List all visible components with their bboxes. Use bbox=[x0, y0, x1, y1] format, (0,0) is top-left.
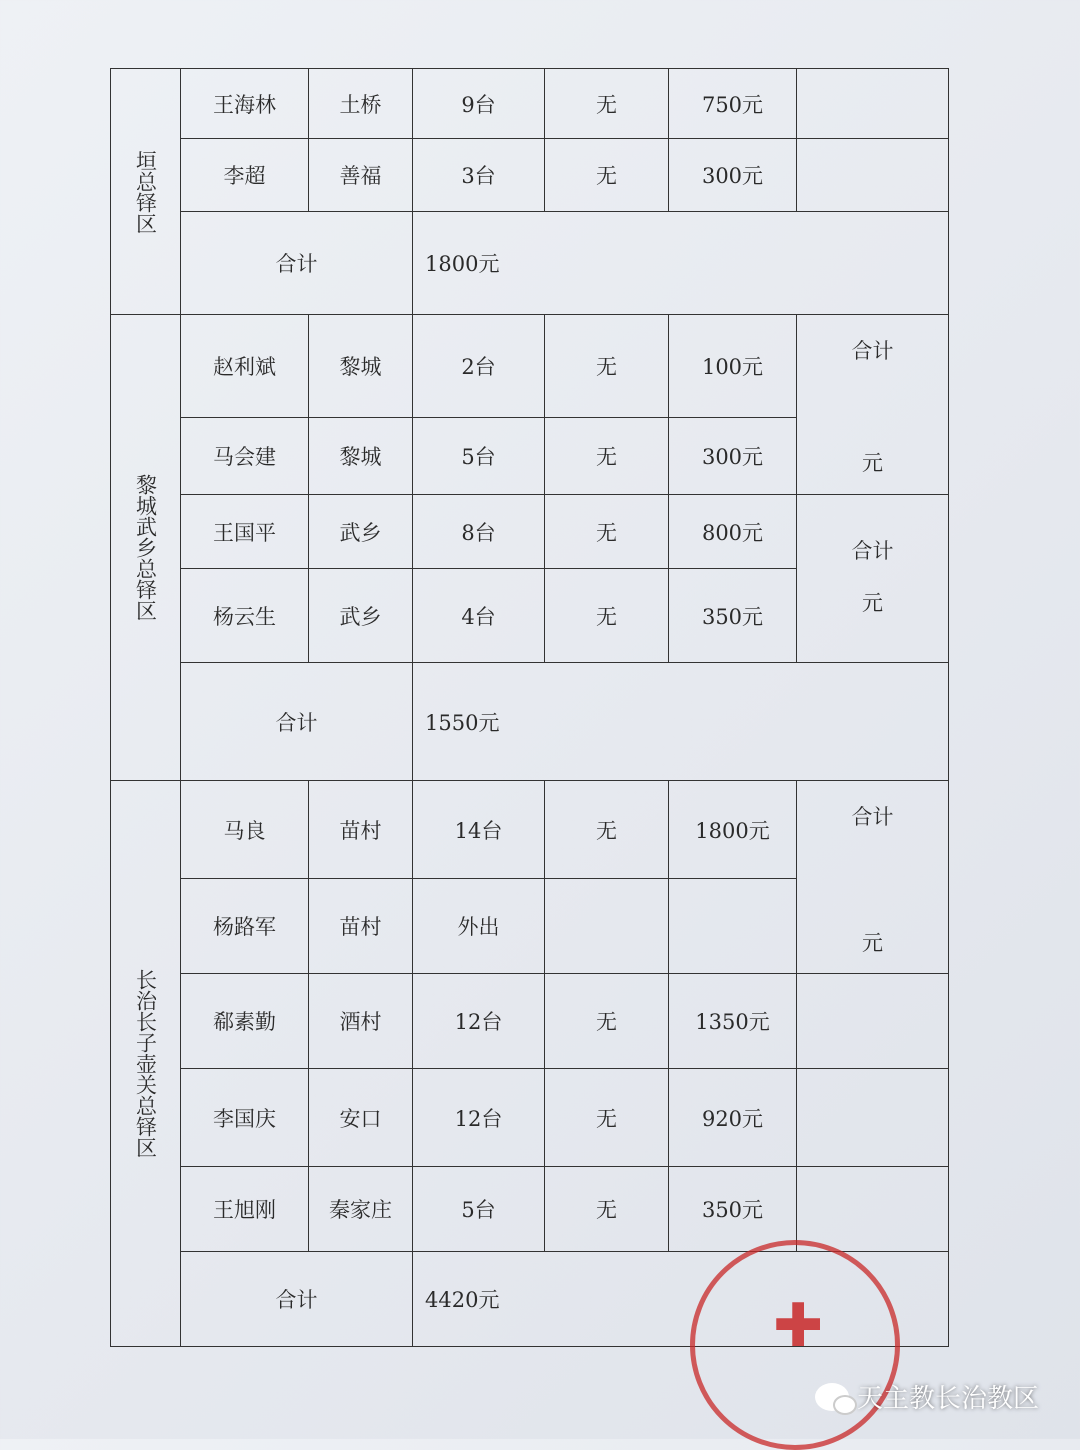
table-row bbox=[111, 139, 949, 212]
amount-cell: 920元 bbox=[669, 1069, 797, 1167]
donation-table bbox=[110, 68, 949, 1347]
status-cell: 无 bbox=[545, 974, 669, 1069]
place-cell: 酒村 bbox=[309, 974, 413, 1069]
region-label: 黎城武乡总铎区 bbox=[111, 315, 181, 781]
count-cell: 14台 bbox=[413, 781, 545, 879]
name-cell: 王海林 bbox=[181, 69, 309, 139]
status-cell: 无 bbox=[545, 69, 669, 139]
status-cell: 无 bbox=[545, 139, 669, 212]
amount-cell: 800元 bbox=[669, 495, 797, 569]
subtotal-unit: 元 bbox=[862, 451, 883, 475]
count-cell: 4台 bbox=[413, 569, 545, 663]
subtotal-unit: 元 bbox=[862, 591, 883, 615]
count-cell: 3台 bbox=[413, 139, 545, 212]
count-cell: 12台 bbox=[413, 1069, 545, 1167]
subtotal-cell bbox=[797, 495, 949, 663]
amount-cell: 300元 bbox=[669, 139, 797, 212]
empty-cell bbox=[797, 974, 949, 1069]
amount-cell: 750元 bbox=[669, 69, 797, 139]
name-cell: 赵利斌 bbox=[181, 315, 309, 418]
total-row bbox=[111, 663, 949, 781]
empty-cell bbox=[797, 69, 949, 139]
status-cell: 无 bbox=[545, 569, 669, 663]
status-cell: 无 bbox=[545, 418, 669, 495]
subtotal-label: 合计 bbox=[851, 339, 894, 363]
region-label: 垣总铎区 bbox=[111, 69, 181, 315]
amount-cell bbox=[669, 879, 797, 974]
status-cell: 无 bbox=[545, 315, 669, 418]
official-seal bbox=[690, 1240, 900, 1450]
total-label: 合计 bbox=[181, 663, 413, 781]
subtotal-label: 合计 bbox=[851, 539, 894, 563]
empty-cell bbox=[797, 1167, 949, 1252]
subtotal-label: 合计 bbox=[851, 805, 894, 829]
status-cell: 无 bbox=[545, 1167, 669, 1252]
place-cell: 苗村 bbox=[309, 879, 413, 974]
amount-cell: 300元 bbox=[669, 418, 797, 495]
empty-cell bbox=[797, 1069, 949, 1167]
place-cell: 安口 bbox=[309, 1069, 413, 1167]
subtotal-unit: 元 bbox=[862, 931, 883, 955]
name-cell: 李超 bbox=[181, 139, 309, 212]
status-cell: 无 bbox=[545, 1069, 669, 1167]
name-cell: 王国平 bbox=[181, 495, 309, 569]
status-cell: 无 bbox=[545, 781, 669, 879]
amount-cell: 1800元 bbox=[669, 781, 797, 879]
count-cell: 12台 bbox=[413, 974, 545, 1069]
name-cell: 马会建 bbox=[181, 418, 309, 495]
wechat-icon bbox=[815, 1383, 849, 1411]
table-row bbox=[111, 495, 949, 569]
count-cell: 5台 bbox=[413, 418, 545, 495]
region-label: 长治长子壶关总铎区 bbox=[111, 781, 181, 1347]
count-cell: 2台 bbox=[413, 315, 545, 418]
place-cell: 武乡 bbox=[309, 569, 413, 663]
amount-cell: 350元 bbox=[669, 1167, 797, 1252]
place-cell: 秦家庄 bbox=[309, 1167, 413, 1252]
place-cell: 黎城 bbox=[309, 418, 413, 495]
total-value: 1550元 bbox=[413, 663, 949, 781]
amount-cell: 1350元 bbox=[669, 974, 797, 1069]
table-row bbox=[111, 781, 949, 879]
name-cell: 杨路军 bbox=[181, 879, 309, 974]
total-label: 合计 bbox=[181, 212, 413, 315]
place-cell: 苗村 bbox=[309, 781, 413, 879]
count-cell: 外出 bbox=[413, 879, 545, 974]
table-row bbox=[111, 1167, 949, 1252]
total-value: 4420元 bbox=[413, 1252, 949, 1347]
total-row bbox=[111, 212, 949, 315]
subtotal-cell bbox=[797, 781, 949, 974]
status-cell bbox=[545, 879, 669, 974]
table-row bbox=[111, 974, 949, 1069]
total-label: 合计 bbox=[181, 1252, 413, 1347]
name-cell: 李国庆 bbox=[181, 1069, 309, 1167]
subtotal-cell bbox=[797, 315, 949, 495]
count-cell: 5台 bbox=[413, 1167, 545, 1252]
amount-cell: 350元 bbox=[669, 569, 797, 663]
watermark-text: 天主教长治教区 bbox=[857, 1384, 1040, 1414]
total-value: 1800元 bbox=[413, 212, 949, 315]
count-cell: 8台 bbox=[413, 495, 545, 569]
amount-cell: 100元 bbox=[669, 315, 797, 418]
watermark bbox=[815, 1378, 1039, 1415]
name-cell: 杨云生 bbox=[181, 569, 309, 663]
empty-cell bbox=[797, 139, 949, 212]
name-cell: 郗素勤 bbox=[181, 974, 309, 1069]
place-cell: 土桥 bbox=[309, 69, 413, 139]
table-row bbox=[111, 69, 949, 139]
status-cell: 无 bbox=[545, 495, 669, 569]
place-cell: 武乡 bbox=[309, 495, 413, 569]
count-cell: 9台 bbox=[413, 69, 545, 139]
cross-icon: ✚ bbox=[773, 1291, 824, 1361]
place-cell: 善福 bbox=[309, 139, 413, 212]
name-cell: 王旭刚 bbox=[181, 1167, 309, 1252]
table-row bbox=[111, 1069, 949, 1167]
place-cell: 黎城 bbox=[309, 315, 413, 418]
name-cell: 马良 bbox=[181, 781, 309, 879]
table-row bbox=[111, 315, 949, 418]
